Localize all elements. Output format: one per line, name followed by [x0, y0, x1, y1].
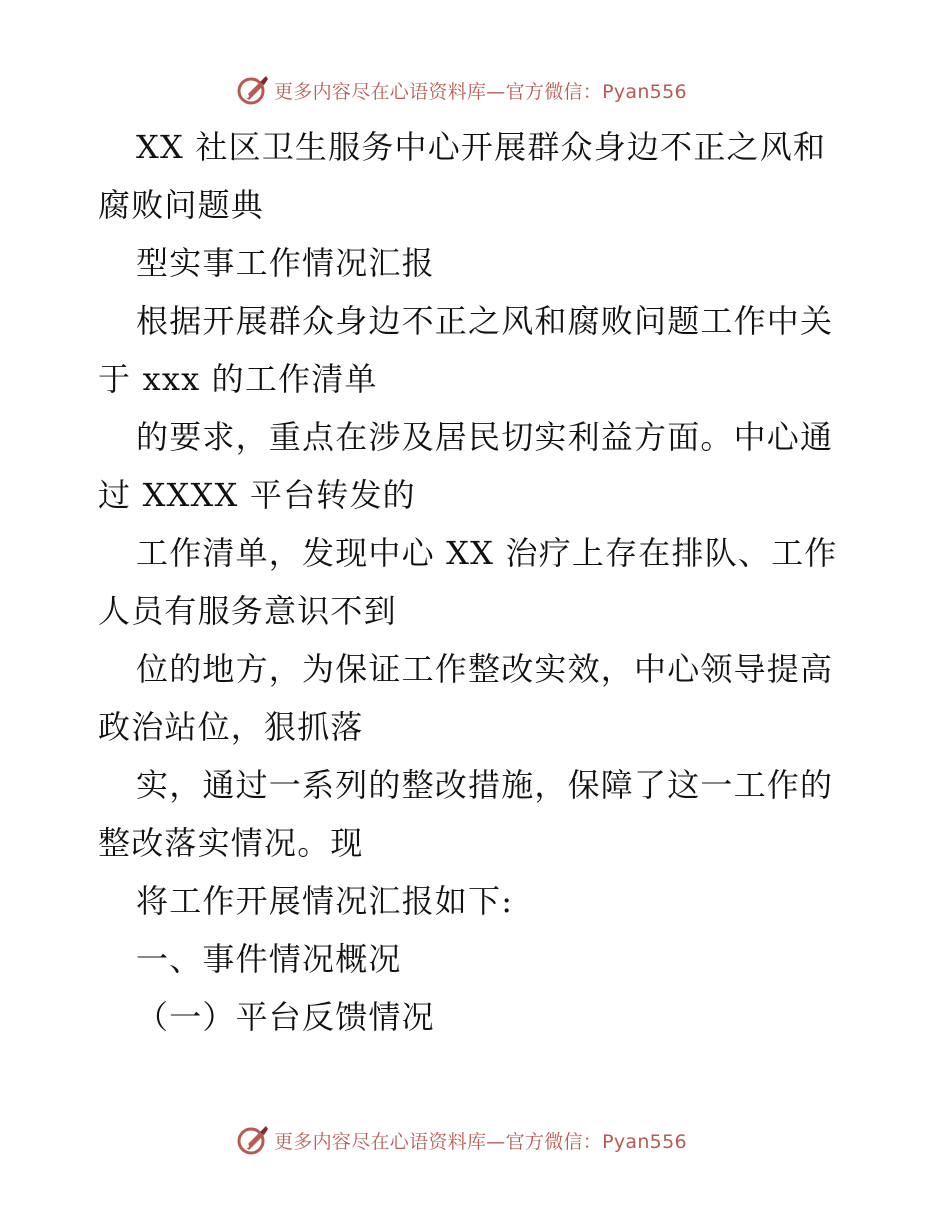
document-body — [98, 118, 858, 1046]
document-line: 于 xxx 的工作清单 — [98, 360, 378, 398]
watermark-banner-top — [236, 72, 756, 108]
document-line: 位的地方，为保证工作整改实效，中心领导提高 — [136, 650, 834, 688]
document-line: （一）平台反馈情况 — [136, 998, 435, 1036]
watermark-banner-bottom — [236, 1122, 756, 1158]
watermark-text: 更多内容尽在心语资料库—官方微信：Pyan556 — [274, 1130, 687, 1153]
document-line: 根据开展群众身边不正之风和腐败问题工作中关 — [136, 302, 834, 340]
document-line: 的要求，重点在涉及居民切实利益方面。中心通 — [136, 418, 834, 456]
document-line: 实，通过一系列的整改措施，保障了这一工作的 — [136, 766, 834, 804]
document-line: XX 社区卫生服务中心开展群众身边不正之风和 — [136, 128, 827, 166]
document-line: 一、事件情况概况 — [136, 940, 402, 978]
document-line: 整改落实情况。现 — [98, 824, 364, 862]
document-line: 工作清单，发现中心 XX 治疗上存在排队、工作 — [136, 534, 838, 572]
document-line: 将工作开展情况汇报如下: — [136, 882, 514, 920]
document-line: 人员有服务意识不到 — [98, 592, 397, 630]
pen-logo-icon — [236, 1123, 270, 1157]
pen-logo-icon — [236, 73, 270, 107]
document-line: 型实事工作情况汇报 — [136, 244, 435, 282]
document-line: 政治站位，狠抓落 — [98, 708, 364, 746]
document-line: 腐败问题典 — [98, 186, 265, 224]
document-line: 过 XXXX 平台转发的 — [98, 476, 416, 514]
watermark-text: 更多内容尽在心语资料库—官方微信：Pyan556 — [274, 80, 687, 103]
